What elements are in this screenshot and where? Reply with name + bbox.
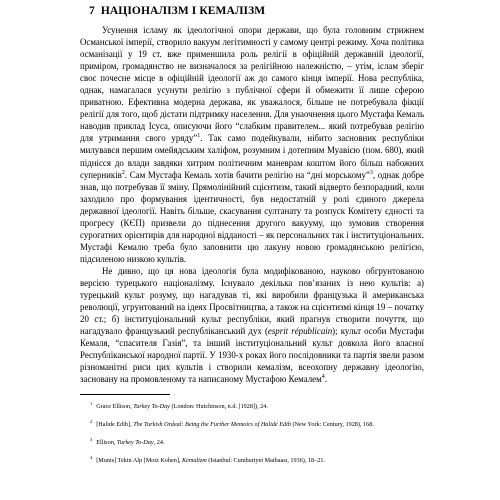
text-run: . Так само подейкували, нібито засновник республіки милувався першим омейядським халіфом, розумним і дотепним Муавією (пом. 680), який піднісся до влади завдяки хитрим політичним маневрам коштом його більш набожних суперників (80, 133, 424, 180)
footnote-reference: 4 (321, 374, 325, 381)
italic-text: Kemalizm (181, 457, 207, 465)
footnotes (80, 403, 424, 465)
footnote (90, 439, 424, 447)
footnote (90, 403, 424, 411)
footnote-number: 3 (90, 437, 93, 443)
section-heading (89, 4, 424, 18)
text-run: , 24. (153, 439, 165, 447)
paragraph (80, 265, 424, 385)
text-run: (New York: Century, 1928), 168. (290, 421, 374, 429)
footnote (90, 457, 424, 465)
paragraph (80, 24, 424, 265)
text-run: , однак добре знав, що потребував її зміну. Прямолінійний сцієнтизм, такий відверто безпорадний, коли заходило про формування ідентичності, був недостатній у ролі єдиного джерела державної ідеології. Навіть більше, скасування султанату та розпуск Комітету єдності та прогресу (КЄП) призвели до піднесення другого вакууму, що зумовив створення сурогатних орієнтирів для народної відданості – як персональних так і інституціональних. Мустафі Кемалю треба було заповнити цю лакуну новою громадянською релігією, підсиленою низкою культів. (80, 169, 424, 264)
footnote-divider (80, 394, 170, 395)
footnote-reference: 1 (197, 133, 201, 140)
section-number: 7 (89, 5, 95, 17)
footnote-reference: 3 (369, 169, 373, 176)
italic-text: esprit républicain (267, 326, 333, 337)
text-run: (London: Hutchinson, n.d. [1928]), 24. (169, 403, 268, 411)
text-run: ); культ особи Мустафи Кемаля, “спасителя Газія”, та інший інституціональний культ довкола його власної Республіканської народної партії. У 1930-х роках його послідовники та партія звели разом різноманітні риси цих культів і створили кемалізм, всеохопну державну ідеологію, засновану на промовленому та написаному Мустафою Кемалем (80, 326, 424, 385)
text-run: Ellison, (96, 439, 117, 447)
text-run: Усунення ісламу як ідеологічної опори держави, що була головним стрижнем Османської імперії, створило вакуум легітимності у самому центрі режиму. Хоча політика османізації у 19 ст. вже применшила роль релігії в офіційній державній ідеології, приміром, громадянство не визначалося за релігійною належністю, – утім, іслам зберіг своє почесне місце в офіційній ідеології аж до самого кінця імперії. Нова республіка, однак, намагалася усунути релігію з публічної сфери й обмежити її лише сферою приватною. Ефективна модерна держава, як уважалося, більше не потребувала фікції релігії для того, щоб дістати підтримку населення. Для унаочнення цього Мустафа Кемаль наводив приклад Ісуса, описуючи його “слабким правителем... який потребував релігію для утримання свого уряду” (80, 25, 424, 144)
italic-text: Turkey To-Day (133, 403, 170, 411)
footnote-number: 4 (90, 455, 93, 461)
footnote (90, 421, 424, 429)
footnote-reference: 2 (121, 169, 125, 176)
footnote-number: 1 (90, 401, 93, 407)
document-page (80, 4, 424, 475)
text-run: [Munis] Tekin Alp [Moiz Kohen], (96, 457, 182, 465)
text-run: . (324, 374, 327, 385)
body-text (80, 24, 424, 385)
text-run: [Halide Edib], (96, 421, 134, 429)
italic-text: The Turkish Ordeal: Being the Further Memoirs of Halidé Edib (133, 421, 291, 429)
italic-text: Turkey To-Day (116, 439, 154, 447)
text-run: . Сам Мустафа Кемаль хотів бачити релігію на “дні морському” (124, 169, 370, 180)
text-run: Grace Ellison, (96, 403, 134, 411)
text-run: Не дивно, що ця нова ідеологія була модифікованою, науково обгрунтованою версією турецького націоналізму. Існувало декілька пов’язаних із нею культів: а) турецький культ розуму, що нагадував ті, які виробили французька й американська революції, угрунтований на ідеях Просвітництва, а також на сцієнтизмі кінця 19 – початку 20 ст.; б) інституціональний культ республіки, який прагнув створити почуття, що нагадувало французький республіканський дух ( (80, 265, 424, 337)
text-run: (Istanbul: Cumhuriyet Matbaası, 1936), 18–21. (206, 457, 325, 465)
footnote-number: 2 (90, 419, 93, 425)
section-title: НАЦІОНАЛІЗМ І КЕМАЛІЗМ (100, 5, 266, 17)
